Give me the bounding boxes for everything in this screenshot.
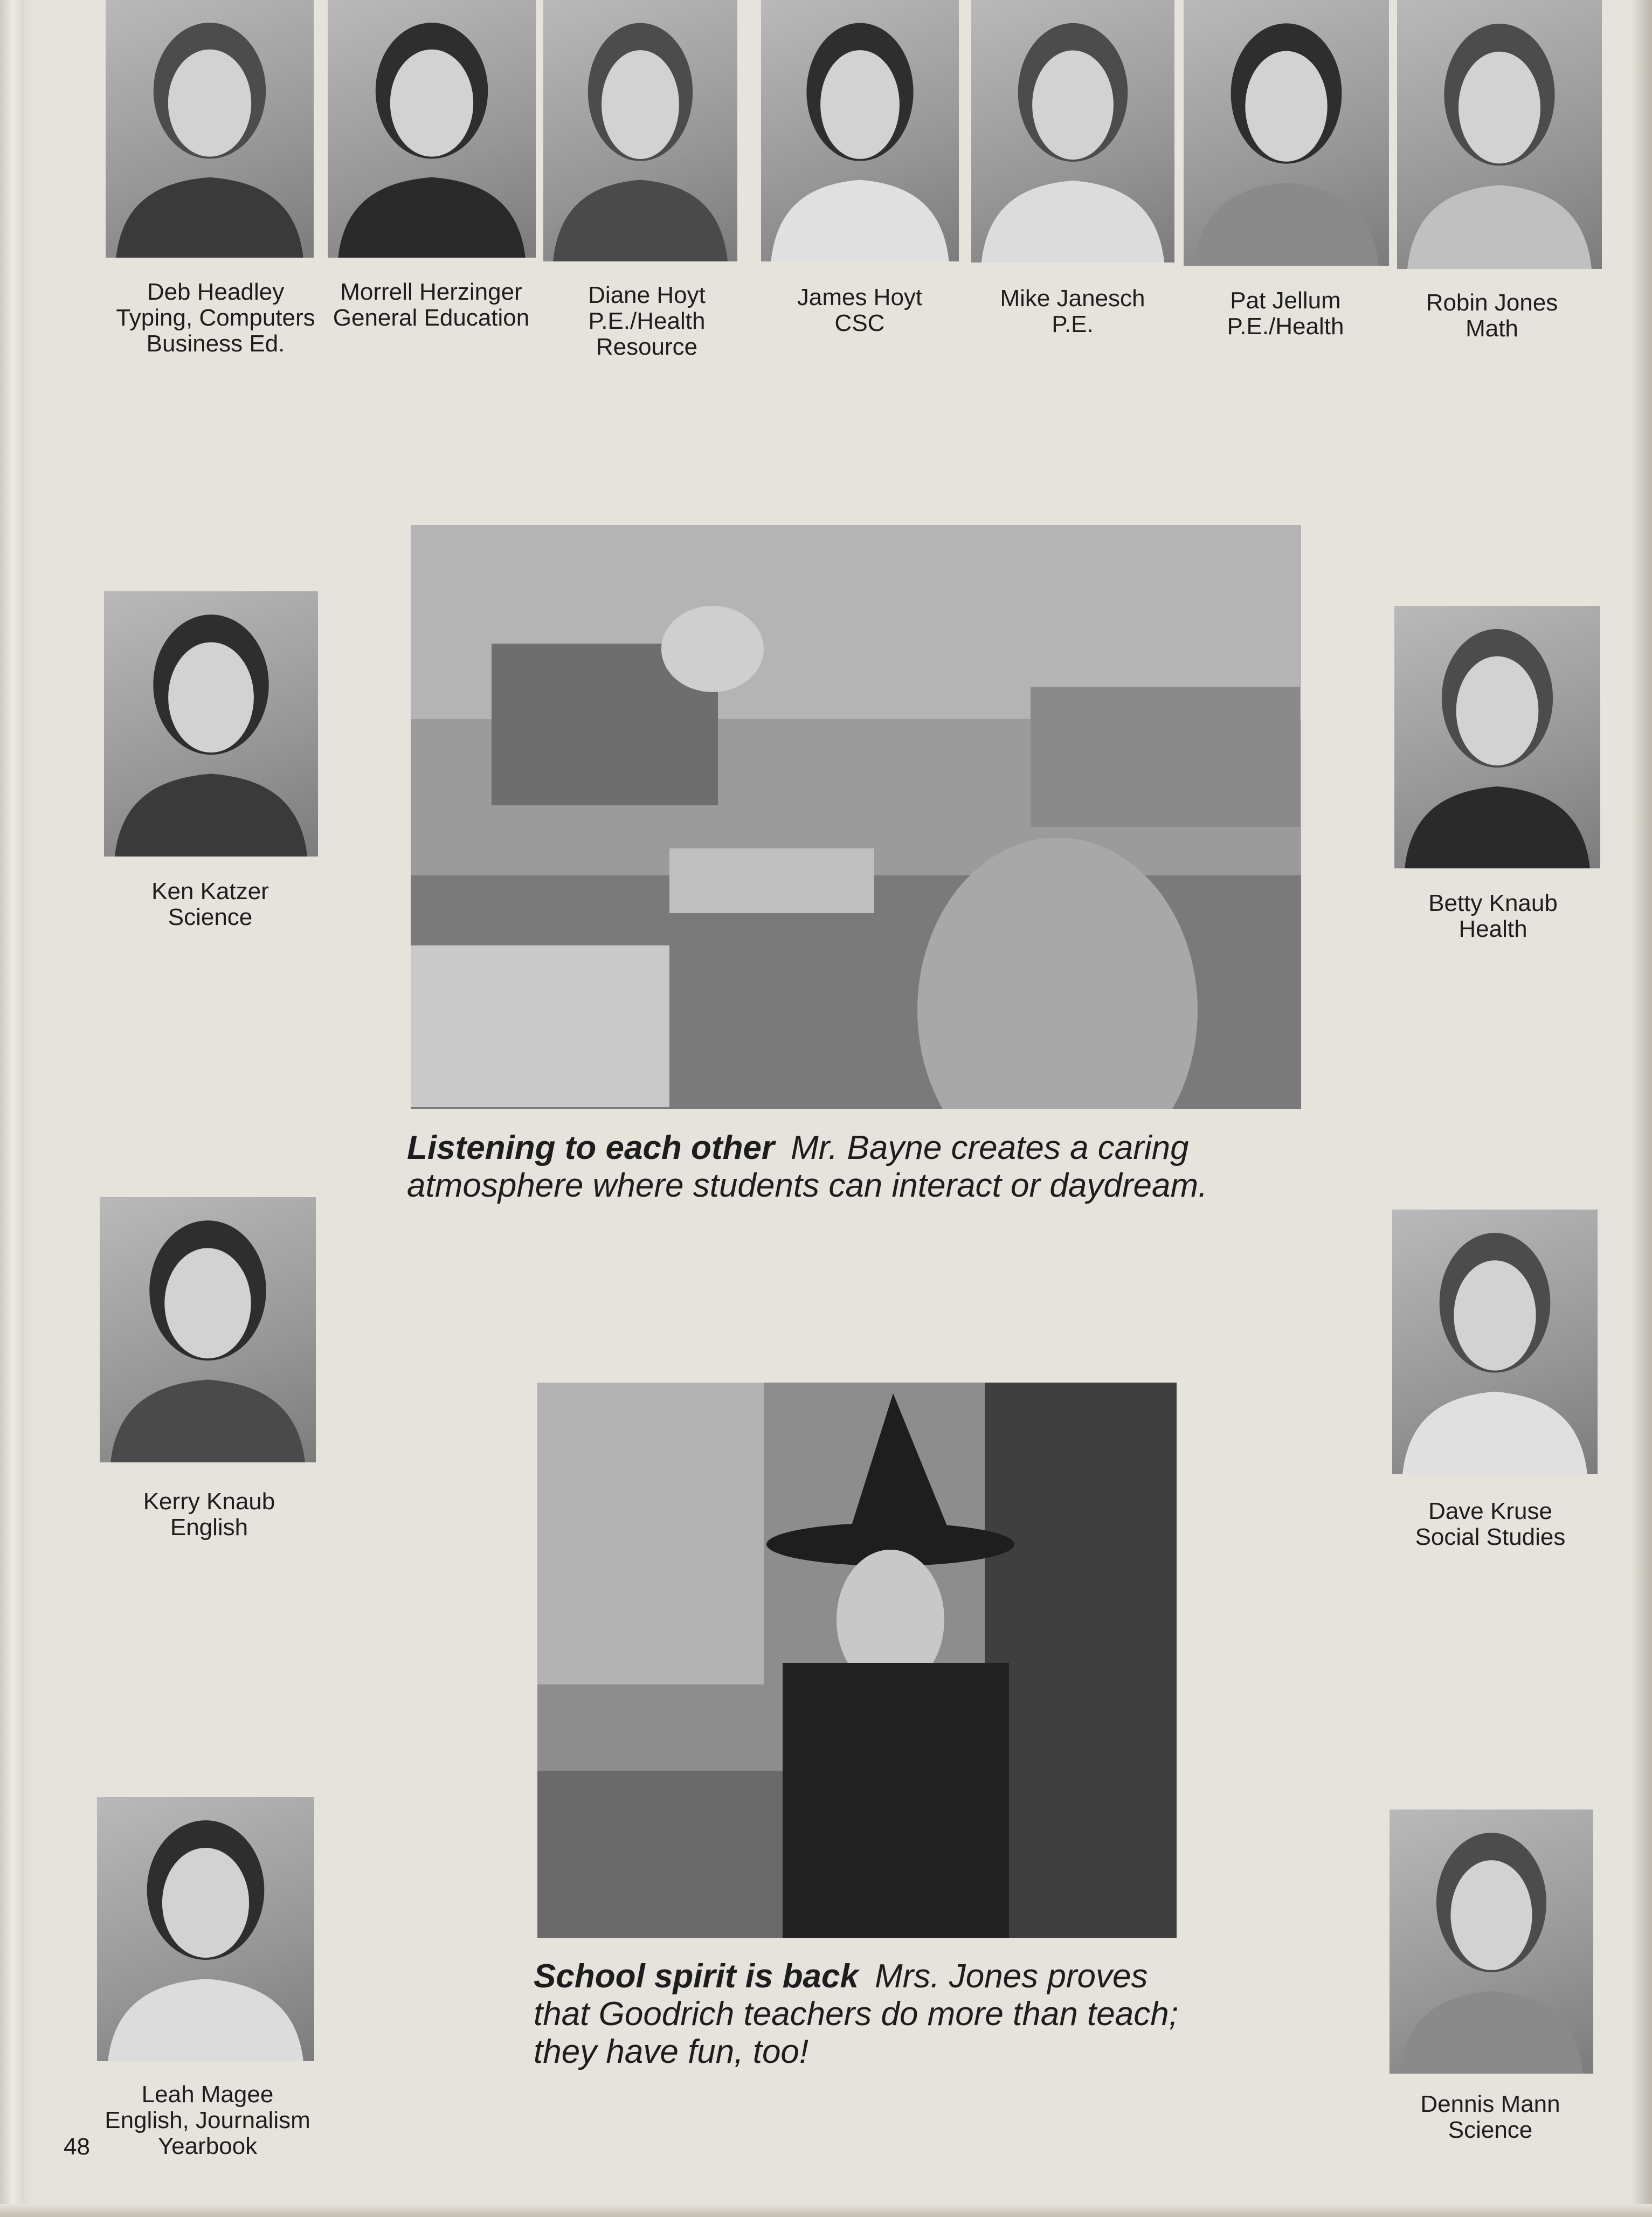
staff-subject: English, Journalism xyxy=(105,2107,310,2133)
staff-name: Robin Jones xyxy=(1426,289,1558,316)
staff-caption xyxy=(1383,1498,1598,1550)
witch-teacher-photo xyxy=(537,1383,1177,1938)
staff-name: Leah Magee xyxy=(141,2081,274,2108)
staff-caption xyxy=(92,2082,323,2159)
portrait-mike-janesch xyxy=(971,0,1174,263)
staff-subject: CSC xyxy=(834,310,885,336)
staff-caption xyxy=(970,286,1175,337)
staff-subject: P.E. xyxy=(1052,311,1094,337)
staff-name: Pat Jellum xyxy=(1230,287,1341,314)
portrait-ken-katzer xyxy=(104,591,318,857)
portrait-leah-magee xyxy=(97,1797,314,2061)
caption-text: Mr. Bayne creates a caring atmosphere where students can interact or daydream. xyxy=(407,1129,1208,1204)
staff-name: Dave Kruse xyxy=(1428,1498,1552,1524)
staff-caption xyxy=(323,279,539,331)
staff-subject: Social Studies xyxy=(1415,1524,1566,1550)
staff-name: Deb Headley xyxy=(147,279,285,305)
staff-subject: Yearbook xyxy=(157,2133,258,2159)
staff-name: Mike Janesch xyxy=(1000,285,1145,312)
portrait-deb-headley xyxy=(106,0,314,258)
staff-name: Diane Hoyt xyxy=(588,282,706,308)
portrait-betty-knaub xyxy=(1394,606,1600,868)
staff-caption xyxy=(107,1489,312,1541)
staff-caption xyxy=(1391,890,1595,942)
staff-caption xyxy=(1183,288,1388,340)
witch-photo-caption xyxy=(534,1958,1186,2071)
page-binding-edge xyxy=(0,0,32,2217)
portrait-dennis-mann xyxy=(1390,1809,1593,2074)
caption-headline: Listening to each other xyxy=(407,1129,775,1166)
staff-subject: Typing, Computers xyxy=(116,305,315,331)
staff-subject: P.E./Health xyxy=(588,308,706,334)
portrait-robin-jones xyxy=(1397,0,1602,269)
portrait-james-hoyt xyxy=(761,0,959,261)
staff-name: Morrell Herzinger xyxy=(340,279,522,305)
staff-subject: Science xyxy=(168,904,253,930)
portrait-morrell-herzinger xyxy=(328,0,536,258)
page-right-edge xyxy=(1630,0,1652,2217)
staff-subject: Resource xyxy=(596,334,698,360)
page-number: 48 xyxy=(64,2133,90,2160)
staff-subject: Science xyxy=(1448,2117,1533,2143)
portrait-kerry-knaub xyxy=(100,1197,316,1462)
staff-subject: P.E./Health xyxy=(1227,313,1344,340)
staff-caption xyxy=(1385,2091,1595,2143)
caption-text: Mrs. Jones proves that Goodrich teachers do more than teach; they have fun, too! xyxy=(534,1958,1178,2070)
staff-name: Betty Knaub xyxy=(1428,890,1558,916)
staff-subject: English xyxy=(170,1514,248,1541)
portrait-diane-hoyt xyxy=(543,0,737,261)
staff-name: Kerry Knaub xyxy=(143,1488,275,1515)
staff-name: James Hoyt xyxy=(797,284,923,310)
staff-caption xyxy=(757,285,962,336)
staff-subject: Business Ed. xyxy=(146,330,285,357)
caption-headline: School spirit is back xyxy=(534,1958,859,1995)
staff-caption xyxy=(544,282,749,360)
staff-caption xyxy=(102,279,329,357)
classroom-photo xyxy=(411,525,1301,1109)
staff-name: Ken Katzer xyxy=(151,878,269,904)
staff-subject: General Education xyxy=(333,305,530,331)
staff-subject: Math xyxy=(1466,315,1518,342)
staff-caption xyxy=(1390,290,1594,342)
staff-name: Dennis Mann xyxy=(1420,2091,1560,2117)
staff-subject: Health xyxy=(1459,916,1527,942)
portrait-pat-jellum xyxy=(1184,0,1389,266)
staff-caption xyxy=(108,879,313,930)
page-bottom-edge xyxy=(0,2204,1652,2217)
classroom-photo-caption xyxy=(407,1129,1323,1205)
portrait-dave-kruse xyxy=(1392,1210,1598,1474)
